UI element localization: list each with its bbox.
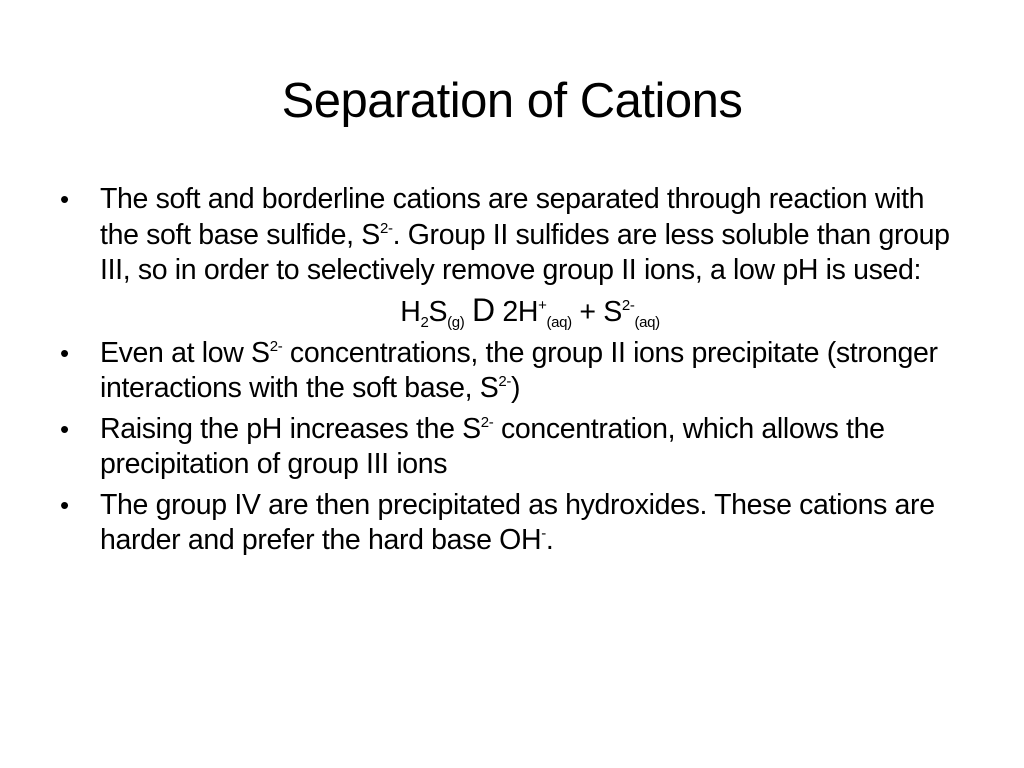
bullet-text: The soft and borderline cations are separated through reaction with the soft base sulfide, S <box>100 183 925 251</box>
bullet-icon: • <box>60 337 69 368</box>
bullet-icon: • <box>60 413 69 444</box>
bullet-icon: • <box>60 184 69 214</box>
subscript: (aq) <box>546 313 572 331</box>
slide-title: Separation of Cations <box>281 74 743 128</box>
equation-text: H <box>400 295 421 328</box>
superscript: 2- <box>480 413 494 431</box>
bullet-text: Raising the pH increases the S <box>100 412 481 445</box>
bullet-text: The group IV are then precipitated as hydroxides. These cations are harder and prefer the hard base OH <box>100 488 935 556</box>
superscript: 2- <box>621 296 635 314</box>
equation-text: S <box>428 295 448 328</box>
equilibrium-arrow-icon: D <box>471 291 495 328</box>
bullet-item-4 <box>60 488 960 559</box>
subscript: 2 <box>420 313 429 331</box>
superscript: 2- <box>269 337 283 355</box>
bullet-icon: • <box>60 489 69 520</box>
bullet-text: Even at low S <box>100 336 270 369</box>
bullet-text: ) <box>511 372 521 404</box>
bullet-item-2 <box>60 336 960 407</box>
bullet-text: . Group II sulfides are less soluble than group III, so in order to selectively remove group II ions, a low pH is used: <box>100 218 950 286</box>
bullet-item-3 <box>60 412 960 483</box>
subscript: (aq) <box>634 313 660 331</box>
slide-content <box>60 182 960 559</box>
chemical-equation <box>60 291 960 331</box>
superscript: - <box>541 525 546 542</box>
bullet-item-1 <box>60 182 960 289</box>
equation-text: 2H <box>494 295 539 328</box>
bullet-text: concentrations, the group II ions precipitate (stronger interactions with the soft base, S <box>100 336 938 404</box>
subscript: (g) <box>447 313 465 331</box>
superscript: 2- <box>379 219 393 237</box>
bullet-text: concentration, which allows the precipitation of group III ions <box>100 412 885 480</box>
superscript: 2- <box>498 373 512 390</box>
superscript: + <box>538 296 547 314</box>
bullet-text: . <box>545 524 554 556</box>
equation-text: + S <box>571 295 622 328</box>
